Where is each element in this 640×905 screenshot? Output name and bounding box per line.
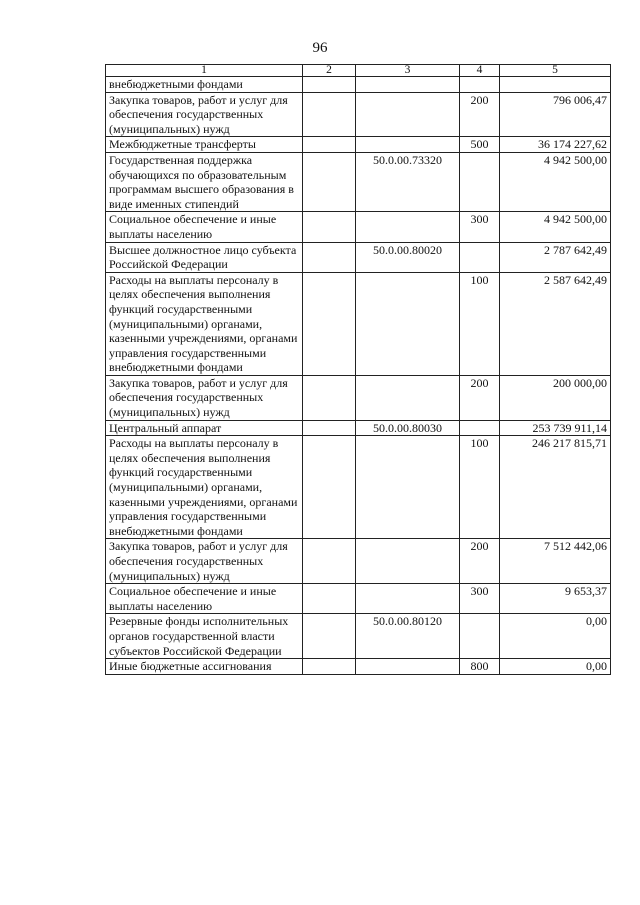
row-code: 50.0.00.80120 (356, 614, 460, 659)
row-name: Закупка товаров, работ и услуг для обеспечения государственных (муниципальных) нужд (106, 539, 303, 584)
table-row (106, 584, 611, 614)
table-row (106, 242, 611, 272)
row-section (303, 436, 356, 539)
row-name: Межбюджетные трансферты (106, 137, 303, 153)
row-type: 500 (460, 137, 500, 153)
row-name: Закупка товаров, работ и услуг для обеспечения государственных (муниципальных) нужд (106, 92, 303, 137)
row-amount: 0,00 (500, 614, 611, 659)
row-code (356, 375, 460, 420)
table-row (106, 212, 611, 242)
row-section (303, 77, 356, 93)
row-code (356, 77, 460, 93)
row-type: 200 (460, 539, 500, 584)
row-type: 200 (460, 375, 500, 420)
table-row (106, 272, 611, 375)
row-amount: 2 787 642,49 (500, 242, 611, 272)
table-row (106, 375, 611, 420)
table-row (106, 539, 611, 584)
row-name: Закупка товаров, работ и услуг для обеспечения государственных (муниципальных) нужд (106, 375, 303, 420)
row-type (460, 77, 500, 93)
table-row (106, 659, 611, 675)
column-header: 3 (356, 65, 460, 77)
row-amount: 253 739 911,14 (500, 420, 611, 436)
column-header: 4 (460, 65, 500, 77)
table-row (106, 436, 611, 539)
row-name: Социальное обеспечение и иные выплаты населению (106, 212, 303, 242)
row-type (460, 614, 500, 659)
row-amount: 246 217 815,71 (500, 436, 611, 539)
row-code: 50.0.00.80030 (356, 420, 460, 436)
row-amount: 36 174 227,62 (500, 137, 611, 153)
row-type: 200 (460, 92, 500, 137)
row-code (356, 659, 460, 675)
row-type: 800 (460, 659, 500, 675)
row-section (303, 92, 356, 137)
row-amount (500, 77, 611, 93)
row-section (303, 584, 356, 614)
row-amount: 2 587 642,49 (500, 272, 611, 375)
row-name: Иные бюджетные ассигнования (106, 659, 303, 675)
row-code: 50.0.00.80020 (356, 242, 460, 272)
row-name: Центральный аппарат (106, 420, 303, 436)
row-section (303, 212, 356, 242)
row-type (460, 420, 500, 436)
row-type: 300 (460, 584, 500, 614)
row-section (303, 272, 356, 375)
row-section (303, 152, 356, 211)
table-row (106, 137, 611, 153)
row-name: Расходы на выплаты персоналу в целях обеспечения выполнения функций государственными (муниципальными) органами, казенными учреждениями, органами управления государственными внебюджетными фондами (106, 436, 303, 539)
row-type: 300 (460, 212, 500, 242)
row-amount: 200 000,00 (500, 375, 611, 420)
table-row (106, 77, 611, 93)
row-section (303, 420, 356, 436)
row-name: Высшее должностное лицо субъекта Российской Федерации (106, 242, 303, 272)
table-row (106, 614, 611, 659)
row-section (303, 659, 356, 675)
row-name: внебюджетными фондами (106, 77, 303, 93)
row-amount: 4 942 500,00 (500, 152, 611, 211)
table-header-row (106, 65, 611, 77)
row-code (356, 212, 460, 242)
row-name: Расходы на выплаты персоналу в целях обеспечения выполнения функций государственными (муниципальными) органами, казенными учреждениями, органами управления государственными внебюджетными фондами (106, 272, 303, 375)
row-amount: 7 512 442,06 (500, 539, 611, 584)
row-section (303, 375, 356, 420)
row-amount: 4 942 500,00 (500, 212, 611, 242)
row-code (356, 436, 460, 539)
page-number: 96 (312, 40, 328, 56)
table-row (106, 152, 611, 211)
column-header: 2 (303, 65, 356, 77)
row-section (303, 614, 356, 659)
table-row (106, 420, 611, 436)
row-name: Государственная поддержка обучающихся по образовательным программам высшего образования в виде именных стипендий (106, 152, 303, 211)
row-code (356, 539, 460, 584)
row-code (356, 137, 460, 153)
budget-table (105, 64, 611, 675)
row-section (303, 539, 356, 584)
row-code (356, 272, 460, 375)
row-amount: 0,00 (500, 659, 611, 675)
row-amount: 9 653,37 (500, 584, 611, 614)
row-name: Резервные фонды исполнительных органов государственной власти субъектов Российской Федерации (106, 614, 303, 659)
row-type (460, 152, 500, 211)
row-name: Социальное обеспечение и иные выплаты населению (106, 584, 303, 614)
column-header: 5 (500, 65, 611, 77)
row-type (460, 242, 500, 272)
row-code: 50.0.00.73320 (356, 152, 460, 211)
row-type: 100 (460, 272, 500, 375)
row-code (356, 92, 460, 137)
row-section (303, 137, 356, 153)
row-code (356, 584, 460, 614)
row-amount: 796 006,47 (500, 92, 611, 137)
column-header: 1 (106, 65, 303, 77)
row-section (303, 242, 356, 272)
table-row (106, 92, 611, 137)
row-type: 100 (460, 436, 500, 539)
